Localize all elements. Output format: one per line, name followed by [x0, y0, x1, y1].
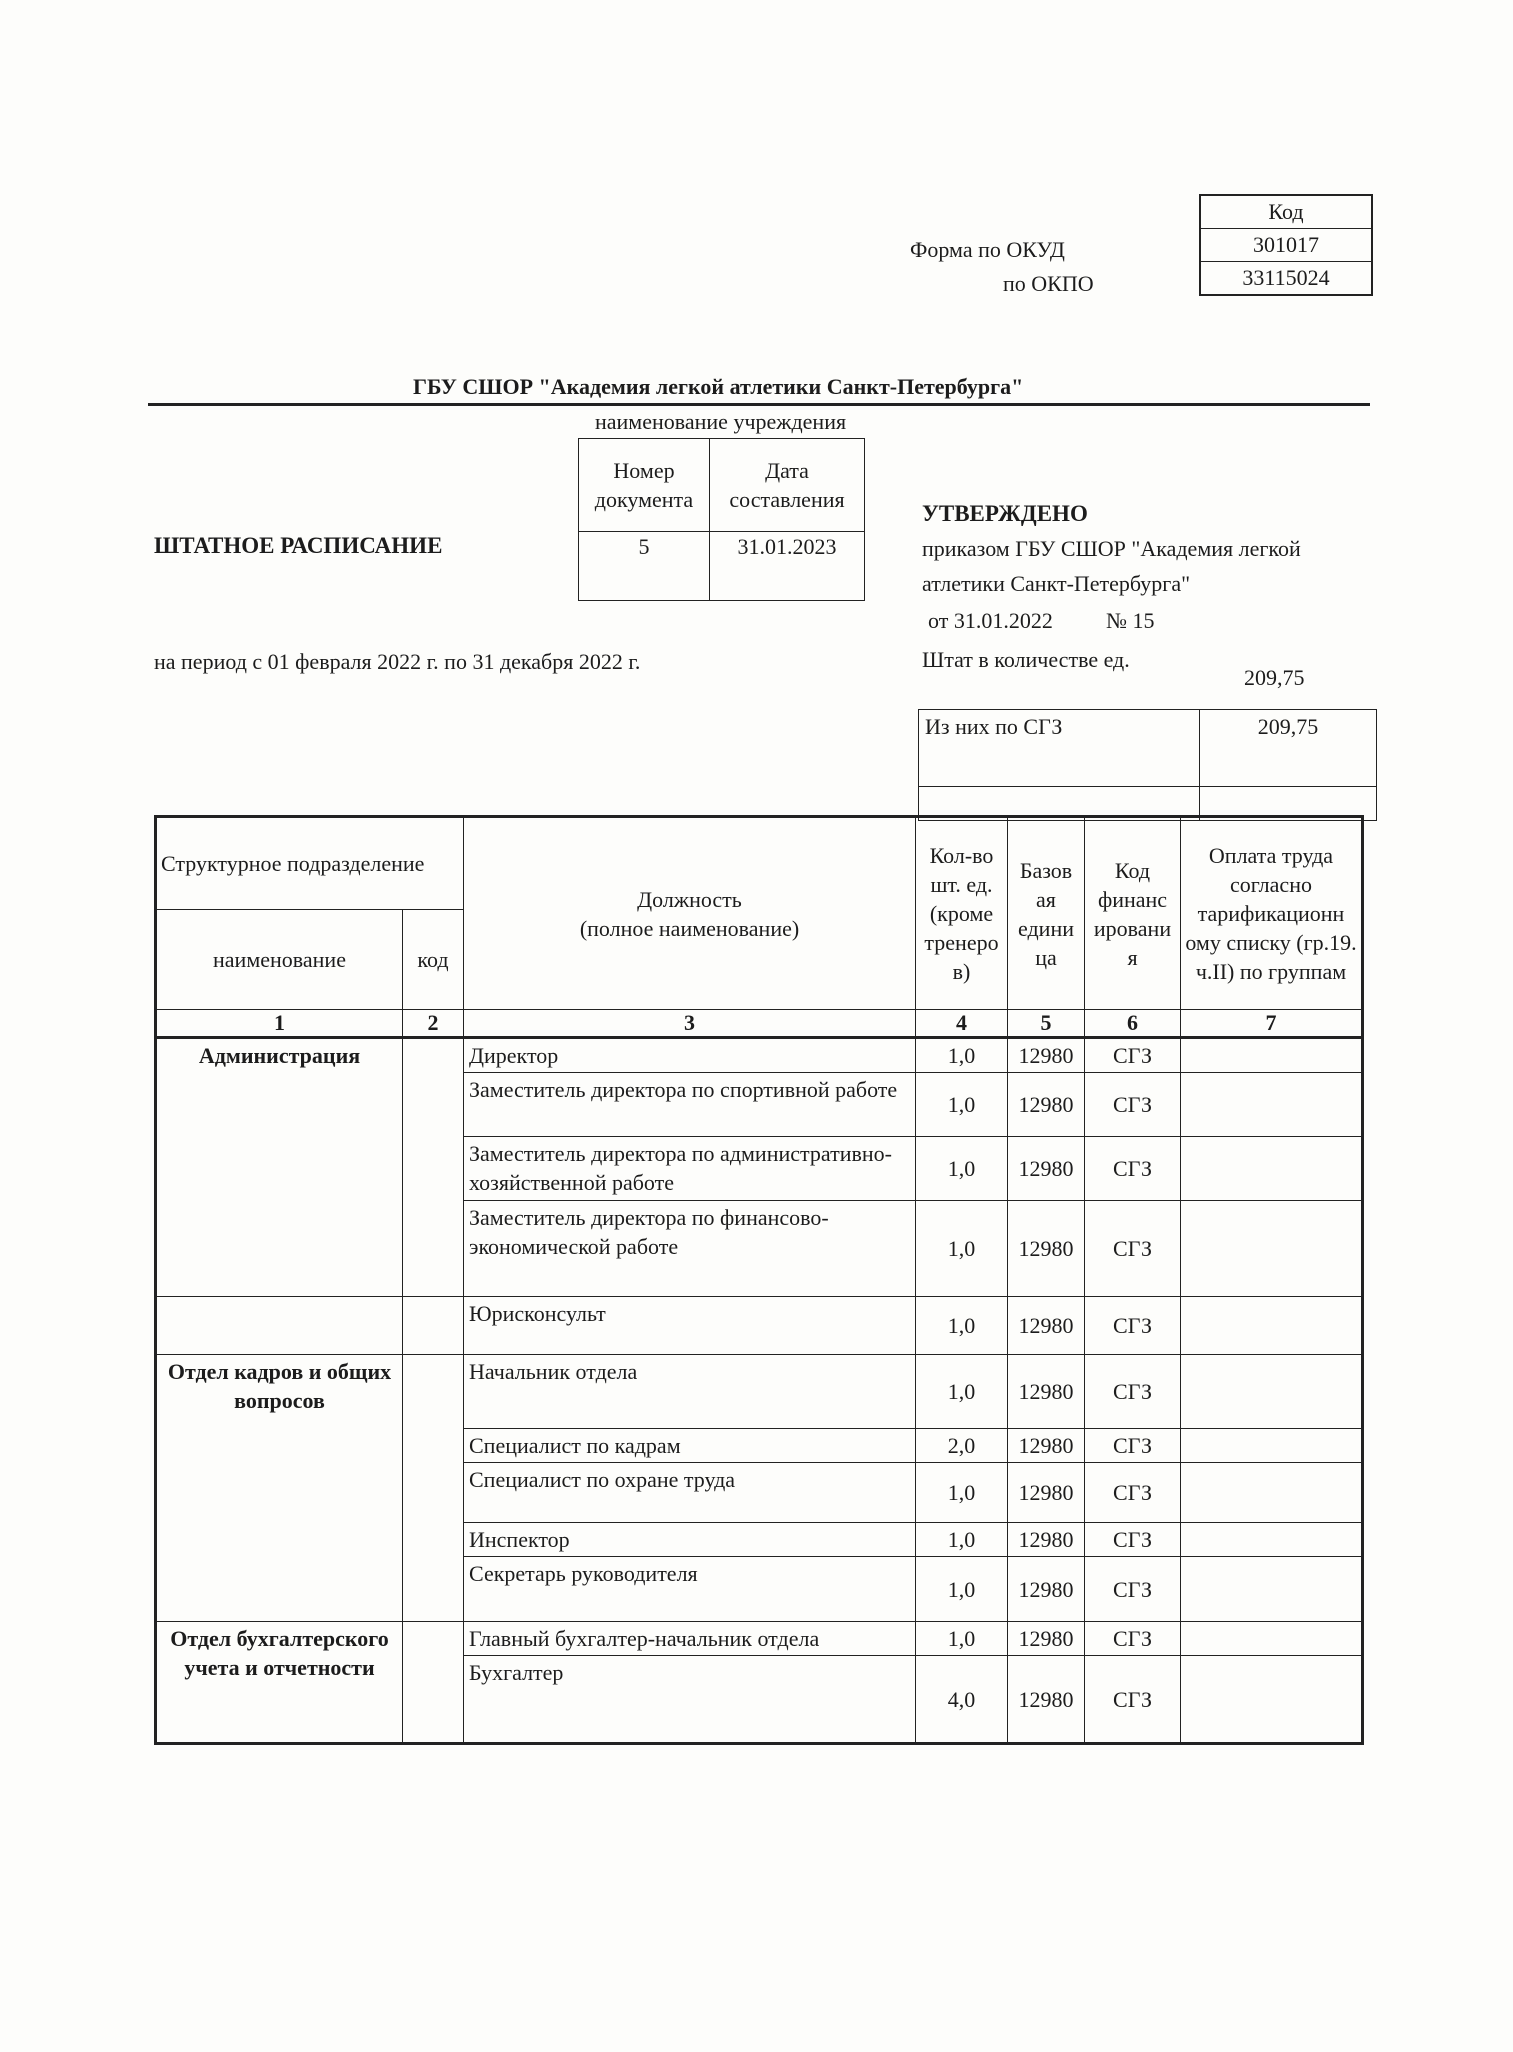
- code-header: Код: [1200, 195, 1372, 229]
- department-accounting: Отдел бухгалтерского учета и отчетности: [156, 1622, 403, 1744]
- organization-name: ГБУ СШОР "Академия легкой атлетики Санкт-Петербурга": [413, 374, 1024, 399]
- table-row-base: 12980: [1008, 1201, 1085, 1297]
- document-number-table: [578, 438, 865, 601]
- staff-count-label: Штат в количестве ед.: [922, 647, 1130, 672]
- table-row-position: Начальник отдела: [464, 1355, 916, 1429]
- col-number-7: 7: [1181, 1010, 1363, 1038]
- okud-form-label: Форма по ОКУД: [910, 237, 1065, 262]
- department-code-cell: [403, 1297, 464, 1355]
- table-row-base: 12980: [1008, 1523, 1085, 1557]
- table-row-fin: СГЗ: [1085, 1557, 1181, 1622]
- department-hr: Отдел кадров и общих вопросов: [156, 1355, 403, 1622]
- department-empty-cell: [156, 1297, 403, 1355]
- table-row-base: 12980: [1008, 1038, 1085, 1073]
- staff-count-total: 209,75: [1244, 665, 1305, 690]
- table-row-pay: [1181, 1523, 1363, 1557]
- approval-line-1: приказом ГБУ СШОР "Академия легкой: [922, 536, 1301, 561]
- table-row-pay: [1181, 1137, 1363, 1201]
- table-row-pay: [1181, 1622, 1363, 1656]
- department-code-cell: [403, 1038, 464, 1297]
- table-row-count: 1,0: [916, 1073, 1008, 1137]
- table-row-count: 4,0: [916, 1656, 1008, 1744]
- organization-underline: [148, 403, 1370, 406]
- header-code: код: [403, 910, 464, 1010]
- table-row-fin: СГЗ: [1085, 1429, 1181, 1463]
- sgz-table: [918, 709, 1377, 821]
- table-row-base: 12980: [1008, 1137, 1085, 1201]
- table-row-position: Специалист по охране труда: [464, 1463, 916, 1523]
- table-row-count: 1,0: [916, 1557, 1008, 1622]
- table-row-fin: СГЗ: [1085, 1137, 1181, 1201]
- table-row-base: 12980: [1008, 1656, 1085, 1744]
- table-row-pay: [1181, 1073, 1363, 1137]
- department-administration: Администрация: [156, 1038, 403, 1297]
- header-finance-code: Код финанс ировани я: [1085, 817, 1181, 1010]
- table-row-count: 1,0: [916, 1523, 1008, 1557]
- table-row-position: Бухгалтер: [464, 1656, 916, 1744]
- table-row-pay: [1181, 1038, 1363, 1073]
- table-row-count: 1,0: [916, 1622, 1008, 1656]
- table-row-fin: СГЗ: [1085, 1038, 1181, 1073]
- table-row-position: Секретарь руководителя: [464, 1557, 916, 1622]
- document-date-header: Дата составления: [710, 439, 865, 532]
- okpo-label: по ОКПО: [1003, 271, 1094, 296]
- organization-caption: наименование учреждения: [595, 409, 847, 434]
- table-row-fin: СГЗ: [1085, 1201, 1181, 1297]
- table-row-position: Главный бухгалтер-начальник отдела: [464, 1622, 916, 1656]
- table-row-position: Заместитель директора по спортивной работе: [464, 1073, 916, 1137]
- table-row-base: 12980: [1008, 1297, 1085, 1355]
- table-row-pay: [1181, 1463, 1363, 1523]
- document-number: 5: [579, 532, 710, 601]
- header-base-unit: Базов ая едини ца: [1008, 817, 1085, 1010]
- col-number-4: 4: [916, 1010, 1008, 1038]
- header-position-subtitle: (полное наименование): [579, 915, 800, 941]
- staff-table: [154, 815, 1364, 1745]
- table-row-base: 12980: [1008, 1463, 1085, 1523]
- table-row-count: 1,0: [916, 1137, 1008, 1201]
- table-row-pay: [1181, 1355, 1363, 1429]
- table-row-fin: СГЗ: [1085, 1463, 1181, 1523]
- table-row-fin: СГЗ: [1085, 1523, 1181, 1557]
- department-code-cell: [403, 1622, 464, 1744]
- okud-code: 301017: [1200, 229, 1372, 262]
- table-row-position: Юрисконсульт: [464, 1297, 916, 1355]
- document-title: ШТАТНОЕ РАСПИСАНИЕ: [154, 533, 443, 558]
- header-position-title: Должность: [637, 886, 742, 912]
- table-row-pay: [1181, 1297, 1363, 1355]
- table-row-position: Заместитель директора по финансово-экономической работе: [464, 1201, 916, 1297]
- col-number-2: 2: [403, 1010, 464, 1038]
- col-number-6: 6: [1085, 1010, 1181, 1038]
- header-structural-unit: Структурное подразделение: [156, 817, 464, 910]
- table-row-count: 1,0: [916, 1463, 1008, 1523]
- document-number-header: Номер документа: [579, 439, 710, 532]
- table-row-fin: СГЗ: [1085, 1622, 1181, 1656]
- header-name: наименование: [156, 910, 403, 1010]
- table-row-count: 1,0: [916, 1355, 1008, 1429]
- col-number-1: 1: [156, 1010, 403, 1038]
- header-count: Кол-во шт. ед. (кроме тренеро в): [916, 817, 1008, 1010]
- document-period: на период с 01 февраля 2022 г. по 31 декабря 2022 г.: [154, 649, 641, 674]
- sgz-label: Из них по СГЗ: [919, 710, 1200, 787]
- table-row-fin: СГЗ: [1085, 1073, 1181, 1137]
- table-row-base: 12980: [1008, 1073, 1085, 1137]
- table-row-fin: СГЗ: [1085, 1355, 1181, 1429]
- sgz-total: 209,75: [1200, 710, 1377, 787]
- approval-order-number: № 15: [1106, 608, 1155, 633]
- col-number-3: 3: [464, 1010, 916, 1038]
- approval-line-2: атлетики Санкт-Петербурга": [922, 571, 1191, 596]
- table-row-count: 1,0: [916, 1297, 1008, 1355]
- header-pay: Оплата труда согласно тарификационн ому списку (гр.19. ч.II) по группам: [1181, 817, 1363, 1010]
- table-row-position: Заместитель директора по административно-хозяйственной работе: [464, 1137, 916, 1201]
- header-position: [464, 817, 916, 1010]
- approval-order-date: от 31.01.2022: [928, 608, 1053, 633]
- document-date: 31.01.2023: [710, 532, 865, 601]
- table-row-pay: [1181, 1557, 1363, 1622]
- table-row-base: 12980: [1008, 1622, 1085, 1656]
- department-code-cell: [403, 1355, 464, 1622]
- table-row-fin: СГЗ: [1085, 1656, 1181, 1744]
- col-number-5: 5: [1008, 1010, 1085, 1038]
- table-row-base: 12980: [1008, 1557, 1085, 1622]
- okud-code-table: [1199, 194, 1373, 296]
- table-row-position: Инспектор: [464, 1523, 916, 1557]
- table-row-base: 12980: [1008, 1429, 1085, 1463]
- okpo-code: 33115024: [1200, 262, 1372, 296]
- table-row-count: 1,0: [916, 1038, 1008, 1073]
- approval-heading: УТВЕРЖДЕНО: [922, 501, 1088, 526]
- table-row-count: 2,0: [916, 1429, 1008, 1463]
- table-row-pay: [1181, 1656, 1363, 1744]
- table-row-position: Специалист по кадрам: [464, 1429, 916, 1463]
- table-row-base: 12980: [1008, 1355, 1085, 1429]
- table-row-count: 1,0: [916, 1201, 1008, 1297]
- table-row-fin: СГЗ: [1085, 1297, 1181, 1355]
- table-row-pay: [1181, 1201, 1363, 1297]
- table-row-pay: [1181, 1429, 1363, 1463]
- table-row-position: Директор: [464, 1038, 916, 1073]
